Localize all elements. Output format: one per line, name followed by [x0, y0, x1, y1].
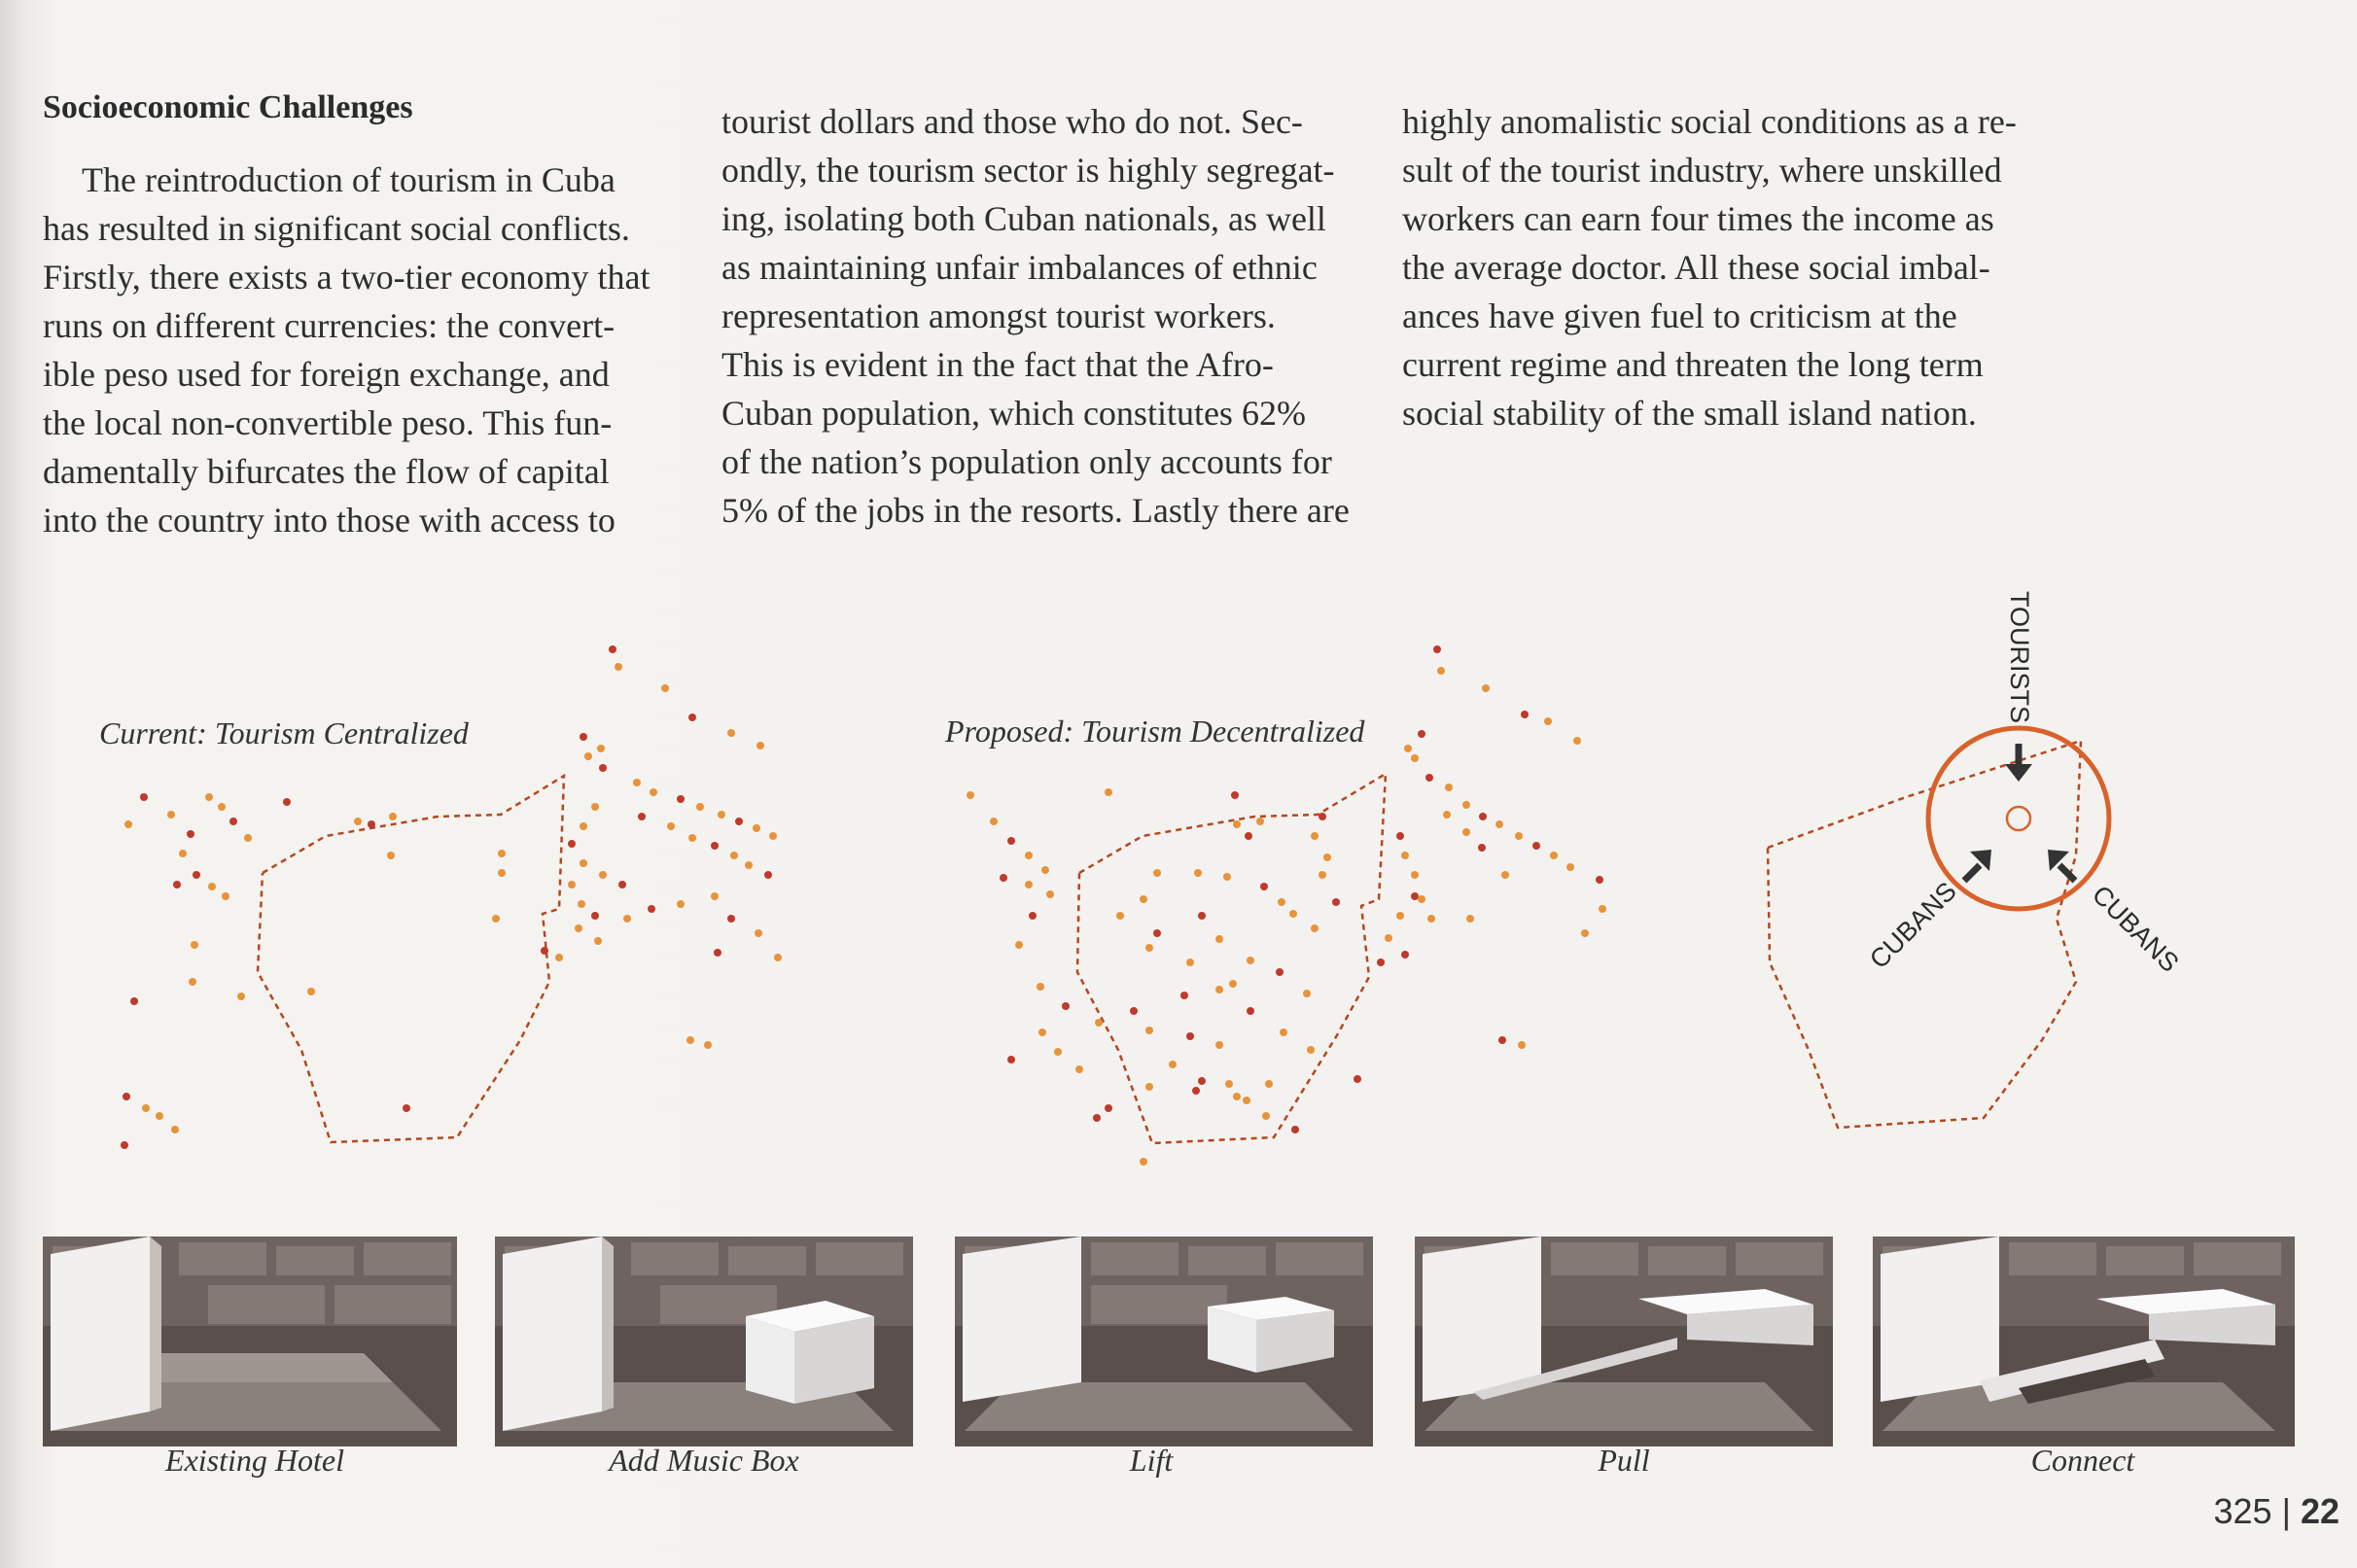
current-diagram-title: Current: Tourism Centralized — [99, 715, 469, 750]
caption-pull: Pull — [1598, 1443, 1650, 1478]
arrow-down-icon — [2005, 744, 2032, 782]
text-line: ondly, the tourism sector is highly segregat- — [721, 151, 1335, 190]
folio-separator: | — [2271, 1491, 2301, 1531]
caption-add-music-box: Add Music Box — [609, 1443, 799, 1478]
text-line: social stability of the small island nation. — [1402, 394, 1977, 433]
add-music-box-render — [495, 1237, 913, 1446]
text-line: the average doctor. All these social imbal- — [1402, 248, 1990, 287]
pull-render — [1415, 1237, 1833, 1446]
text-line: sult of the tourist industry, where unskilled — [1402, 151, 2002, 190]
existing-hotel-render — [43, 1237, 457, 1446]
cubans-right-label: CUBANS — [2086, 880, 2185, 978]
arrow-upleft-icon — [2048, 850, 2075, 881]
text-line: the local non-convertible peso. This fun- — [43, 403, 613, 442]
text-line: representation amongst tourist workers. — [721, 296, 1276, 335]
text-line: The reintroduction of tourism in Cuba — [82, 160, 616, 199]
cubans-left-label: CUBANS — [1864, 876, 1962, 975]
proposed-diagram-title: Proposed: Tourism Decentralized — [945, 714, 1365, 749]
text-line: workers can earn four times the income as — [1402, 199, 1994, 238]
text-line: into the country into those with access to — [43, 501, 616, 540]
text-line: Cuban population, which constitutes 62% — [721, 394, 1306, 433]
text-line: Firstly, there exists a two-tier economy that — [43, 258, 651, 296]
text-line: ible peso used for foreign exchange, and — [43, 355, 610, 394]
center-marker — [2007, 807, 2030, 830]
page-num: 325 — [2213, 1491, 2272, 1531]
text-line: of the nation’s population only accounts for — [721, 442, 1332, 481]
page-number — [2214, 1491, 2339, 1532]
text-line: current regime and threaten the long term — [1402, 345, 1984, 384]
lift-render — [955, 1237, 1373, 1446]
connect-render — [1873, 1237, 2295, 1446]
text-line: 5% of the jobs in the resorts. Lastly there are — [721, 491, 1350, 530]
text-line: as maintaining unfair imbalances of ethnic — [721, 248, 1318, 287]
text-line: tourist dollars and those who do not. Sec- — [721, 102, 1303, 141]
text-line: highly anomalistic social conditions as a re- — [1402, 102, 2017, 141]
text-line: ing, isolating both Cuban nationals, as well — [721, 199, 1326, 238]
section-num: 22 — [2300, 1491, 2339, 1531]
caption-connect: Connect — [2030, 1443, 2135, 1478]
tourists-label: TOURISTS — [2005, 591, 2034, 724]
text-line: runs on different currencies: the convert- — [43, 306, 616, 345]
caption-existing-hotel: Existing Hotel — [165, 1443, 344, 1478]
caption-lift: Lift — [1129, 1443, 1174, 1478]
arrow-upright-icon — [1964, 850, 1991, 881]
text-line: has resulted in significant social conflicts. — [43, 209, 630, 248]
text-line: This is evident in the fact that the Afro- — [721, 345, 1274, 384]
text-line: ances have given fuel to criticism at the — [1402, 296, 1957, 335]
section-heading: Socioeconomic Challenges — [43, 89, 413, 125]
text-line: damentally bifurcates the flow of capital — [43, 452, 610, 491]
